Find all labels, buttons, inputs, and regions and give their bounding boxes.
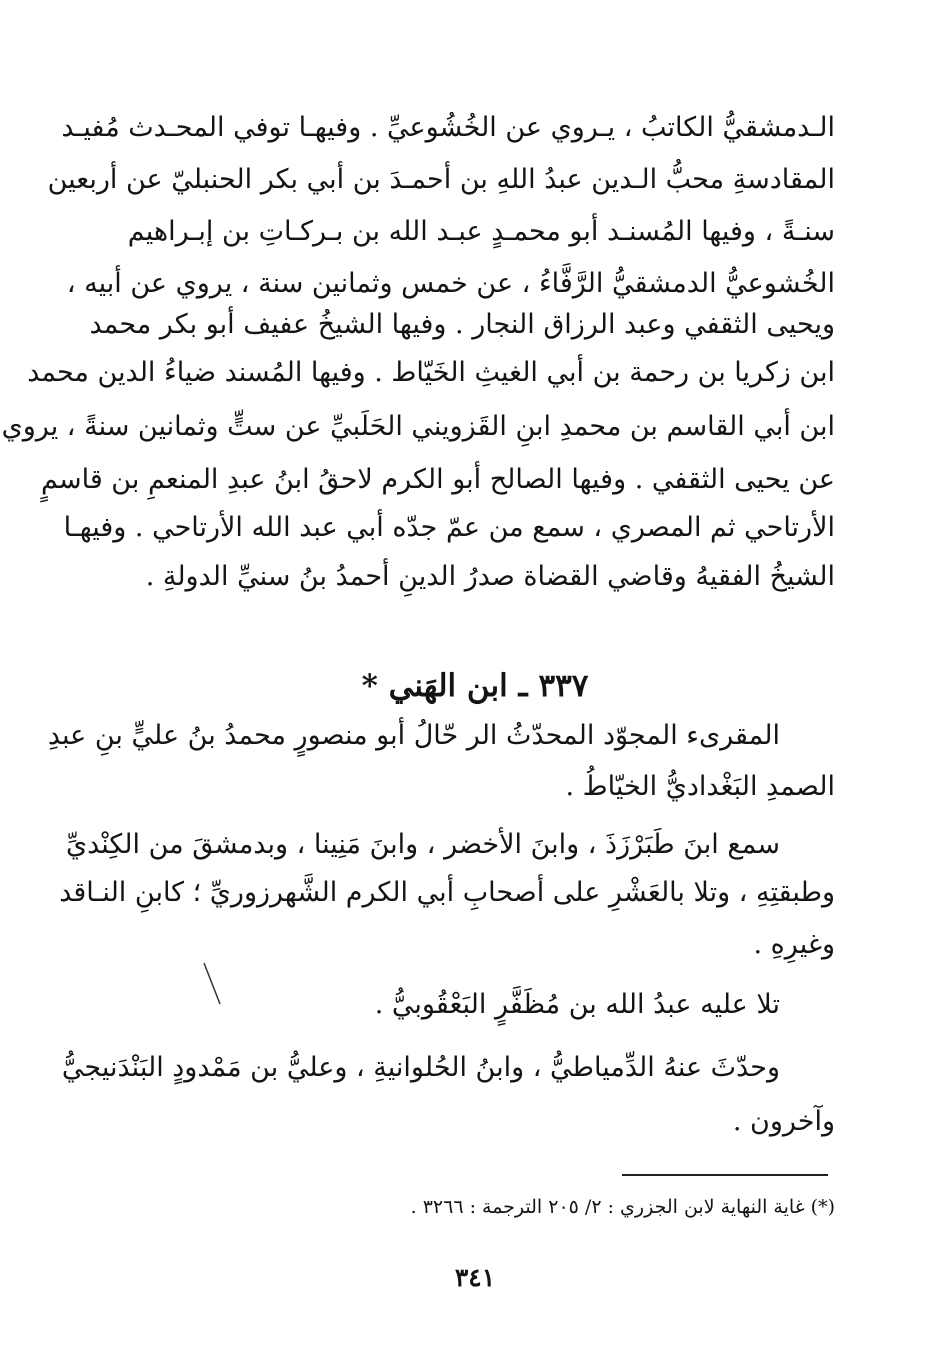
- page-number: ٣٤١: [454, 1263, 496, 1292]
- text-line: وحدّثَ عنهُ الدِّمياطيُّ ، وابنُ الحُلوانيةِ ، وعليُّ بن مَمْدودٍ البَنْدَنيجيُّ: [61, 1052, 780, 1083]
- text-line: الصمدِ البَغْداديُّ الخيّاطُ .: [565, 771, 835, 802]
- text-line: سنـةً ، وفيها المُسنـد أبو محمـدٍ عبـد الله بن بـركـاتِ بن إبـراهيم: [127, 216, 835, 247]
- text-line: ويحيى الثقفي وعبد الرزاق النجار . وفيها الشيخُ عفيف أبو بكر محمد: [89, 309, 835, 340]
- text-line: ابن زكريا بن رحمة بن أبي الغيثِ الخَيّاط . وفيها المُسند ضياءُ الدين محمد: [27, 357, 835, 388]
- text-line: ابن أبي القاسم بن محمدِ ابنِ القَزويني الحَلَبيِّ عن ستٍّ وثمانين سنةً ، يروي: [1, 411, 835, 442]
- text-line: الشيخُ الفقيهُ وقاضي القضاة صدرُ الدينِ أحمدُ بنُ سنيِّ الدولةِ .: [145, 561, 835, 592]
- text-line: وطبقتِهِ ، وتلا بالعَشْرِ على أصحابِ أبي الكرم الشَّهرزوريِّ ؛ كابنِ النـاقد: [59, 877, 835, 908]
- text-line: سمع ابنَ طَبَرْزَذَ ، وابنَ الأخضر ، وابنَ مَنِينا ، وبدمشقَ من الكِنْديِّ: [65, 829, 780, 860]
- footnote: (*) غاية النهاية لابن الجزري : ٢/ ٢٠٥ الترجمة : ٣٢٦٦ .: [410, 1196, 835, 1218]
- text-line: وغيرِهِ .: [753, 929, 835, 960]
- text-line: المقادسةِ محبُّ الـدين عبدُ اللهِ بن أحمـدَ بن أبي بكر الحنبليّ عن أربعين: [47, 164, 835, 195]
- entry-heading: ٣٣٧ ـ ابن الهَني *: [361, 668, 589, 704]
- text-line: المقرىء المجوّد المحدّثُ الر حّالُ أبو منصورٍ محمدُ بنُ عليٍّ بنِ عبدِ: [47, 720, 780, 751]
- text-line: الأرتاحي ثم المصري ، سمع من عمّ جدّه أبي عبد الله الأرتاحي . وفيهـا: [63, 512, 835, 543]
- text-line: وآخرون .: [732, 1106, 835, 1137]
- text-line: الخُشوعيُّ الدمشقيُّ الرَّفَّاءُ ، عن خمس وثمانين سنة ، يروي عن أبيه ،: [66, 268, 835, 299]
- text-line: عن يحيى الثقفي . وفيها الصالح أبو الكرم لاحقُ ابنُ عبدِ المنعمِ بن قاسمٍ: [41, 464, 835, 495]
- footnote-rule: [622, 1174, 828, 1176]
- text-line: الـدمشقيُّ الكاتبُ ، يـروي عن الخُشُوعيِّ . وفيهـا توفي المحـدث مُفيـد: [61, 112, 835, 143]
- text-line: تلا عليه عبدُ الله بن مُظَفَّرٍ البَعْقُوبيُّ .: [374, 989, 780, 1020]
